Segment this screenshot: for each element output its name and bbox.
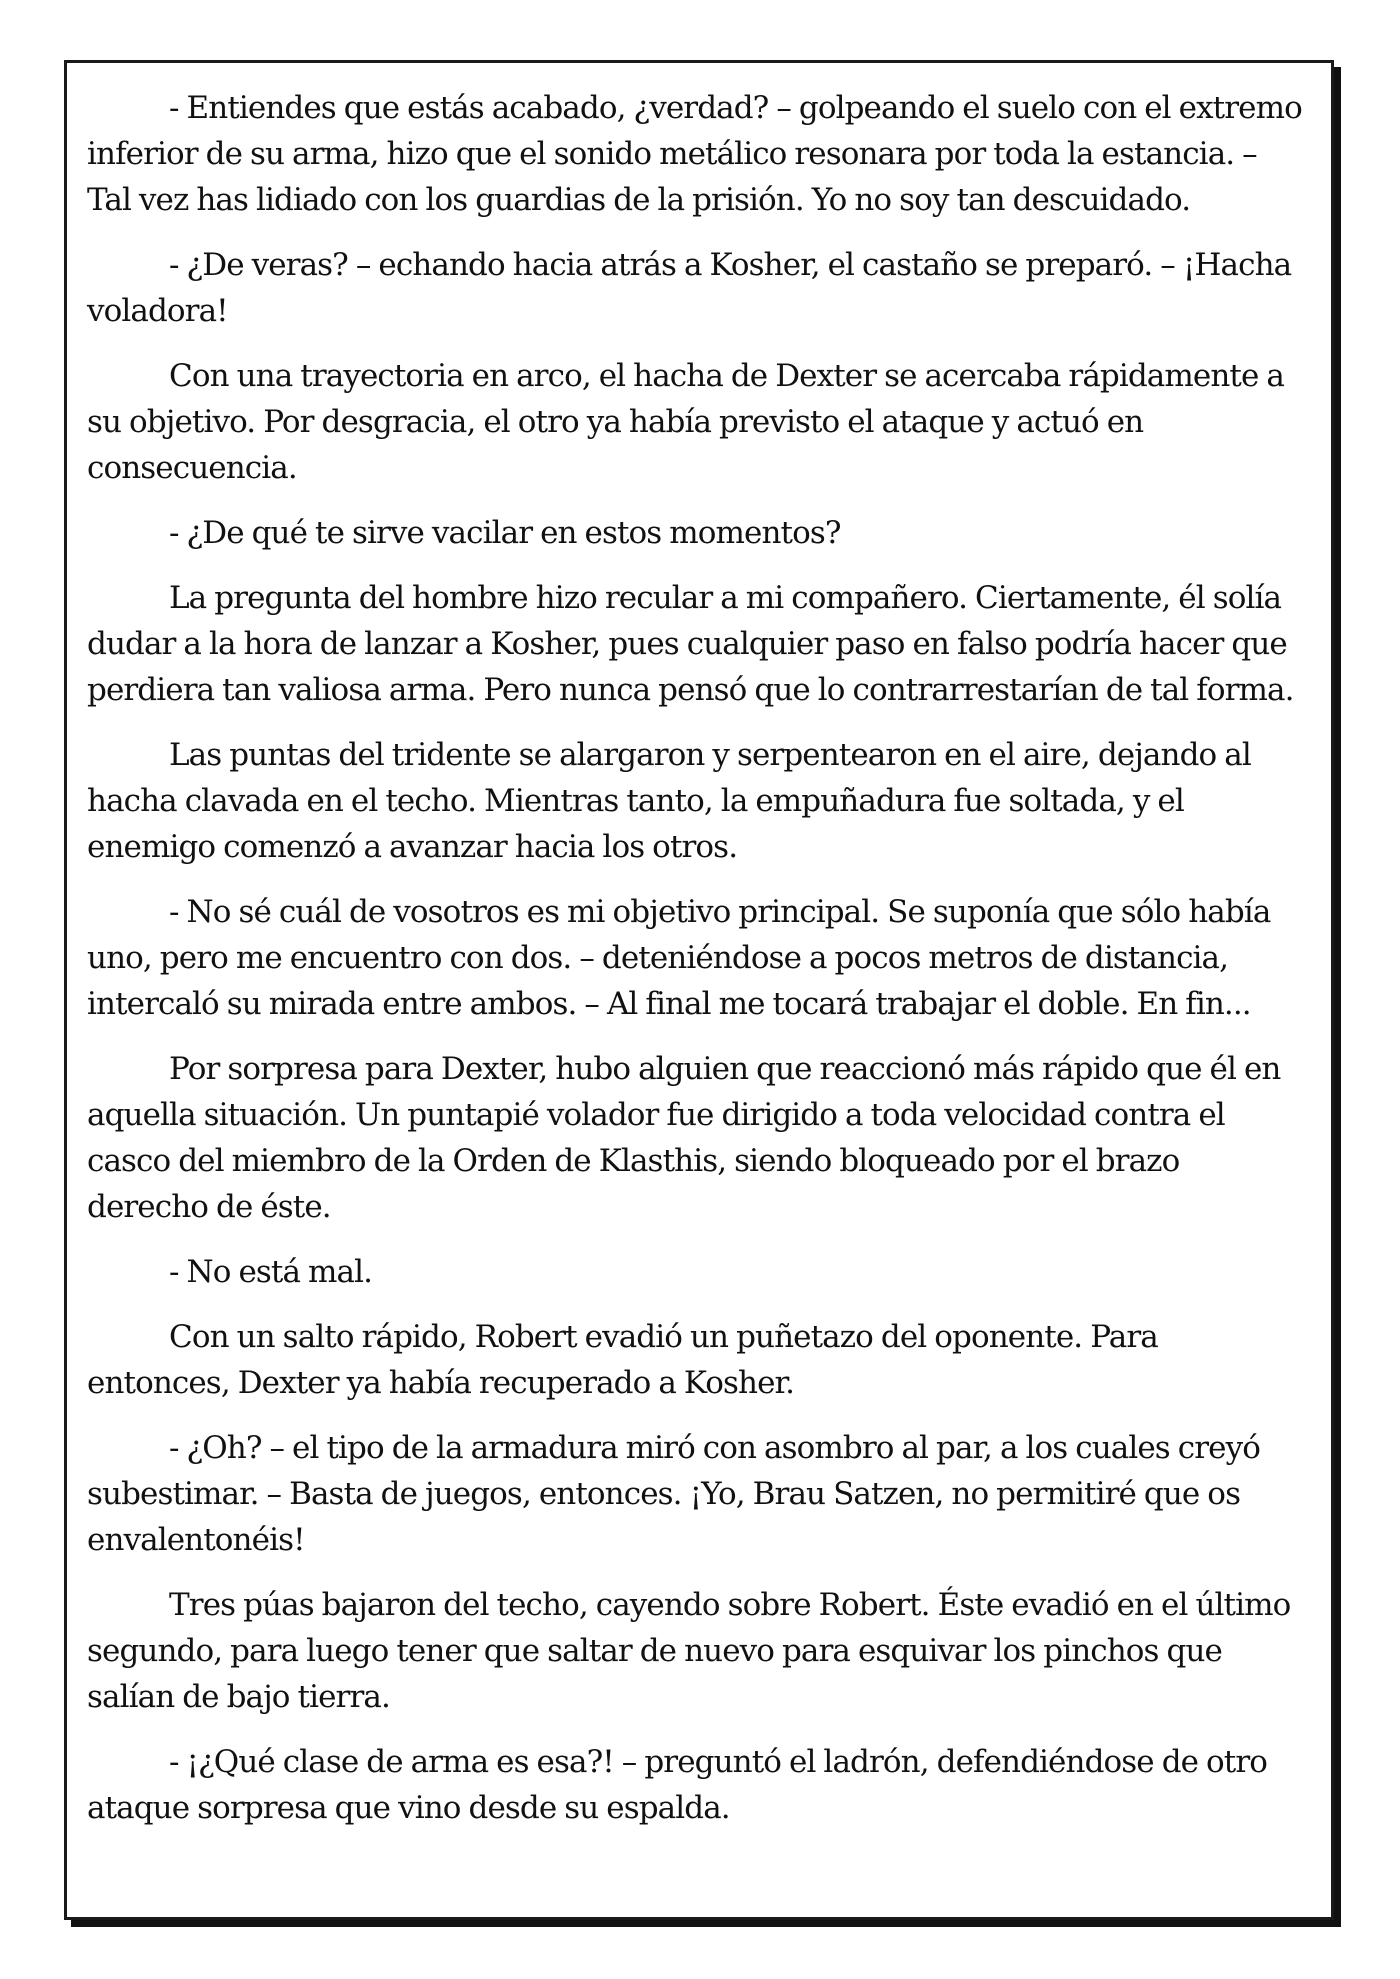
paragraph: - ¿De qué te sirve vacilar en estos momentos? <box>169 515 841 551</box>
paragraph: Tres púas bajaron del techo, cayendo sobre Robert. Éste evadió en el último segundo, para luego tener que saltar de nuevo para esquivar los pinchos que salían de bajo tierra. <box>87 1587 1291 1715</box>
paragraph: Con un salto rápido, Robert evadió un puñetazo del oponente. Para entonces, Dexter ya había recuperado a Kosher. <box>87 1319 1158 1401</box>
paragraph: Con una trayectoria en arco, el hacha de Dexter se acercaba rápidamente a su objetivo. Por desgracia, el otro ya había previsto el ataque y actuó en consecuencia. <box>87 358 1284 486</box>
paragraph: - ¿De veras? – echando hacia atrás a Kosher, el castaño se preparó. – ¡Hacha voladora! <box>87 247 1292 329</box>
paragraph: Por sorpresa para Dexter, hubo alguien que reaccionó más rápido que él en aquella situación. Un puntapié volador fue dirigido a toda velocidad contra el casco del miembro de la Orden de Klasthis, siendo bloqueado por el brazo derecho de éste. <box>87 1051 1281 1225</box>
paragraph: La pregunta del hombre hizo recular a mi compañero. Ciertamente, él solía dudar a la hora de lanzar a Kosher, pues cualquier paso en falso podría hacer que perdiera tan valiosa arma. Pero nunca pensó que lo contrarrestarían de tal forma. <box>87 580 1294 708</box>
paragraph: - Entiendes que estás acabado, ¿verdad? – golpeando el suelo con el extremo inferior de su arma, hizo que el sonido metálico resonara por toda la estancia. – Tal vez has lidiado con los guardias de la prisión. Yo no soy tan descuidado. <box>87 90 1302 218</box>
paragraph: - ¡¿Qué clase de arma es esa?! – preguntó el ladrón, defendiéndose de otro ataque sorpresa que vino desde su espalda. <box>87 1744 1268 1826</box>
page-frame <box>64 60 1334 1920</box>
paragraph: - No está mal. <box>169 1254 373 1290</box>
paragraph: Las puntas del tridente se alargaron y serpentearon en el aire, dejando al hacha clavada en el techo. Mientras tanto, la empuñadura fue soltada, y el enemigo comenzó a avanzar hacia los otros. <box>87 737 1251 865</box>
document-body <box>87 85 1305 1850</box>
paragraph: - No sé cuál de vosotros es mi objetivo principal. Se suponía que sólo había uno, pero me encuentro con dos. – deteniéndose a pocos metros de distancia, intercaló su mirada entre ambos. – Al final me tocará trabajar el doble. En fin... <box>87 894 1271 1022</box>
paragraph: - ¿Oh? – el tipo de la armadura miró con asombro al par, a los cuales creyó subestimar. – Basta de juegos, entonces. ¡Yo, Brau Satzen, no permitiré que os envalentonéis! <box>87 1430 1260 1558</box>
